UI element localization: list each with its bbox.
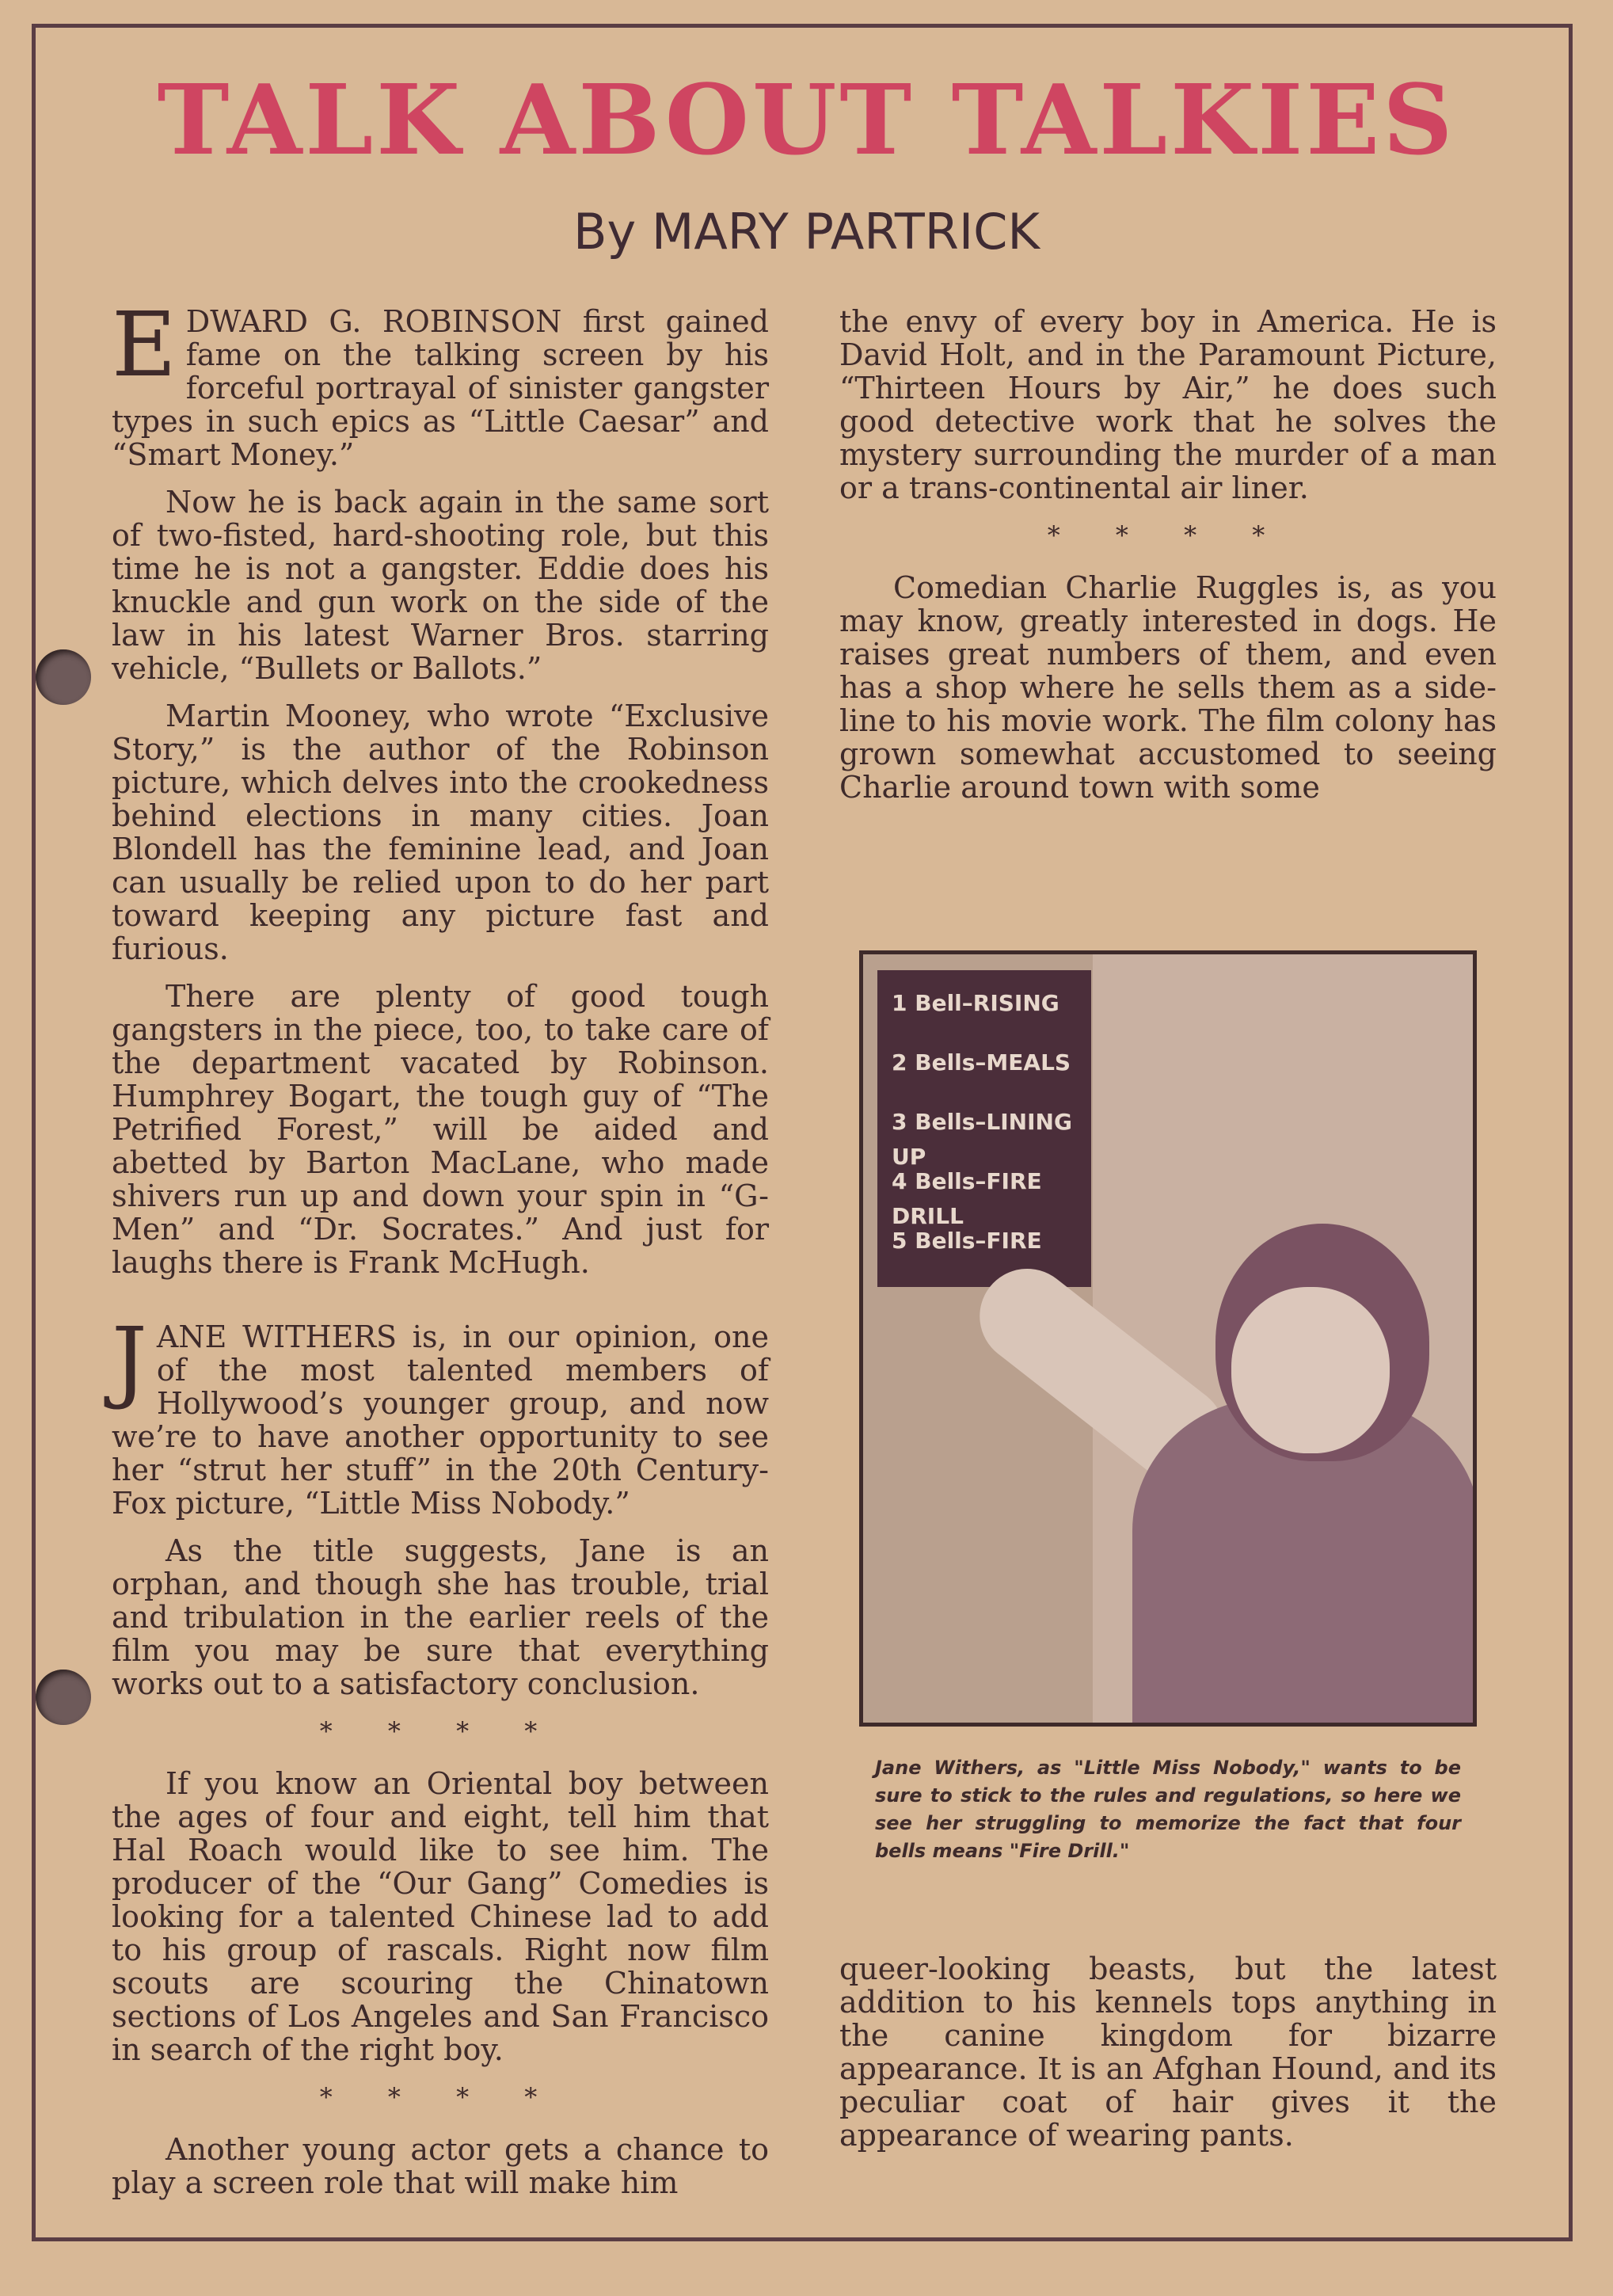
article-byline: By MARY PARTRICK	[573, 203, 1040, 261]
paragraph-robinson-intro: E DWARD G. ROBINSON first gained fame on the talking screen by his forceful portrayal of sinister gangster types in such epics as “Little Caesar” and “Smart Money.”	[112, 294, 769, 472]
dropcap-j: J	[112, 1309, 147, 1412]
right-column-bottom	[839, 1952, 1497, 2166]
board-line: 3 Bells–LINING UP	[892, 1109, 1072, 1170]
article-title: TALK ABOUT TALKIES	[157, 63, 1456, 177]
jane-withers-photo	[859, 950, 1477, 1727]
paragraph-mooney: Martin Mooney, who wrote “Exclusive Story,” is the author of the Robinson picture, which delves into the crookedness behind elections in many cities. Joan Blondell has the feminine lead, and Joan can usually be relied upon to do her part toward keeping any picture fast and furious.	[112, 699, 769, 966]
section-separator: * * * *	[1047, 520, 1289, 550]
bell-rules-board	[877, 970, 1091, 1287]
section-separator: * * * *	[319, 1716, 561, 1746]
paragraph-afghan-hound: queer-looking beasts, but the latest addition to his kennels tops anything in the canine kingdom for bizarre appearance. It is an Afghan Hound, and its peculiar coat of hair gives it the appearance of wearing pants.	[839, 1951, 1497, 2153]
paragraph-robinson-role: Now he is back again in the same sort of two-fisted, hard-shooting role, but this time he is not a gangster. Eddie does his knuckle and gun work on the side of the law in his latest Warner Bros. starring vehicle, “Bullets or Ballots.”	[112, 485, 769, 686]
section-separator: * * * *	[319, 2082, 561, 2112]
paragraph-hal-roach: If you know an Oriental boy between the ages of four and eight, tell him that Hal Roach would like to see him. The producer of the “Our Gang” Comedies is looking for a talented Chinese lad to add to his group of rascals. Right now film scouts are scouring the Chinatown sections of Los Angeles and San Francisco in search of the right boy.	[112, 1766, 769, 2067]
paragraph-withers-intro: J ANE WITHERS is, in our opinion, one of the most talented members of Hollywood’s younger group, and now we’re to have another opportunity to see her “strut her stuff” in the 20th Century-Fox picture, “Little Miss Nobody.”	[112, 1309, 769, 1521]
board-line: 2 Bells–MEALS	[892, 1049, 1071, 1076]
board-line: 5 Bells–FIRE	[892, 1228, 1042, 1254]
dropcap-e: E	[112, 294, 177, 397]
board-line: 4 Bells–FIRE DRILL	[892, 1168, 1042, 1229]
paragraph-young-actor: Another young actor gets a chance to play a screen role that will make him	[112, 2132, 769, 2200]
paragraph-withers-plot: As the title suggests, Jane is an orphan, and though she has trouble, trial and tribulation in the earlier reels of the film you may be sure that everything works out to a satisfactory conclusion.	[112, 1533, 769, 1701]
photo-face	[1231, 1287, 1390, 1453]
left-column	[112, 294, 769, 2214]
photo-caption: Jane Withers, as "Little Miss Nobody," wants to be sure to stick to the rules and regulations, so here we see her struggling to memorize the fact that four bells means "Fire Drill."	[875, 1757, 1461, 1862]
paragraph-david-holt: the envy of every boy in America. He is David Holt, and in the Paramount Picture, “Thirteen Hours by Air,” he does such good detective work that he solves the mystery surrounding the murder of a man or a trans-continental air liner.	[839, 304, 1497, 505]
binder-hole-top	[36, 649, 91, 705]
paragraph-ruggles: Comedian Charlie Ruggles is, as you may know, greatly interested in dogs. He raises great numbers of them, and even has a shop where he sells them as a side-line to his movie work. The film colony has grown somewhat accustomed to seeing Charlie around town with some	[839, 570, 1497, 805]
board-line: 1 Bell–RISING	[892, 990, 1059, 1016]
binder-hole-bottom	[36, 1670, 91, 1725]
paragraph-gangsters: There are plenty of good tough gangsters in the piece, too, to take care of the department vacated by Robinson. Humphrey Bogart, the tough guy of “The Petrified Forest,” will be aided and abetted by Barton MacLane, who made shivers run up and down your spin in “G-Men” and “Dr. Socrates.” And just for laughs there is Frank McHugh.	[112, 979, 769, 1280]
right-column-top	[839, 305, 1497, 818]
